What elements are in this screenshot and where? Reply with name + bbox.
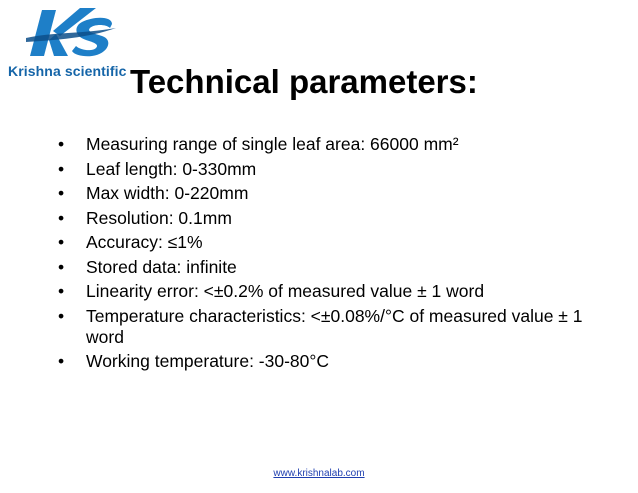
bullet-icon: • [58, 207, 65, 228]
list-item-text: Max width: 0-220mm [86, 183, 249, 203]
list-item-text: Accuracy: ≤1% [86, 232, 203, 252]
company-logo [8, 4, 140, 82]
website-link[interactable]: www.krishnalab.com [273, 468, 365, 479]
list-item [58, 306, 618, 348]
bullet-icon: • [58, 351, 65, 371]
list-item [58, 351, 618, 372]
list-item [58, 183, 618, 204]
ks-logo-icon [22, 4, 118, 62]
list-item-text: Working temperature: -30-80°C [86, 351, 330, 371]
list-item-text: Measuring range of single leaf area: 66000 mm² [86, 134, 459, 154]
list-item-text: Linearity error: <±0.2% of measured value ± 1 word [86, 281, 485, 301]
list-item-text: Stored data: infinite [86, 256, 237, 277]
list-item [58, 232, 618, 253]
list-item [58, 257, 618, 278]
list-item [58, 134, 618, 155]
bullet-icon: • [58, 281, 65, 301]
bullet-icon: • [58, 256, 65, 277]
logo-company-name: Krishna scientific [8, 63, 127, 79]
bullet-icon: • [58, 158, 65, 179]
bullet-icon: • [58, 183, 65, 203]
list-item-text: Temperature characteristics: <±0.08%/°C of measured value ± 1 word [86, 305, 583, 347]
list-item-text: Leaf length: 0-330mm [86, 158, 257, 179]
bullet-icon: • [58, 305, 65, 326]
bullet-icon: • [58, 232, 65, 252]
list-item [58, 281, 618, 302]
slide-title: Technical parameters: [130, 63, 478, 100]
bullet-icon: • [58, 134, 65, 154]
list-item [58, 208, 618, 229]
list-item-text: Resolution: 0.1mm [86, 207, 232, 228]
list-item [58, 159, 618, 180]
parameter-list [58, 134, 618, 376]
